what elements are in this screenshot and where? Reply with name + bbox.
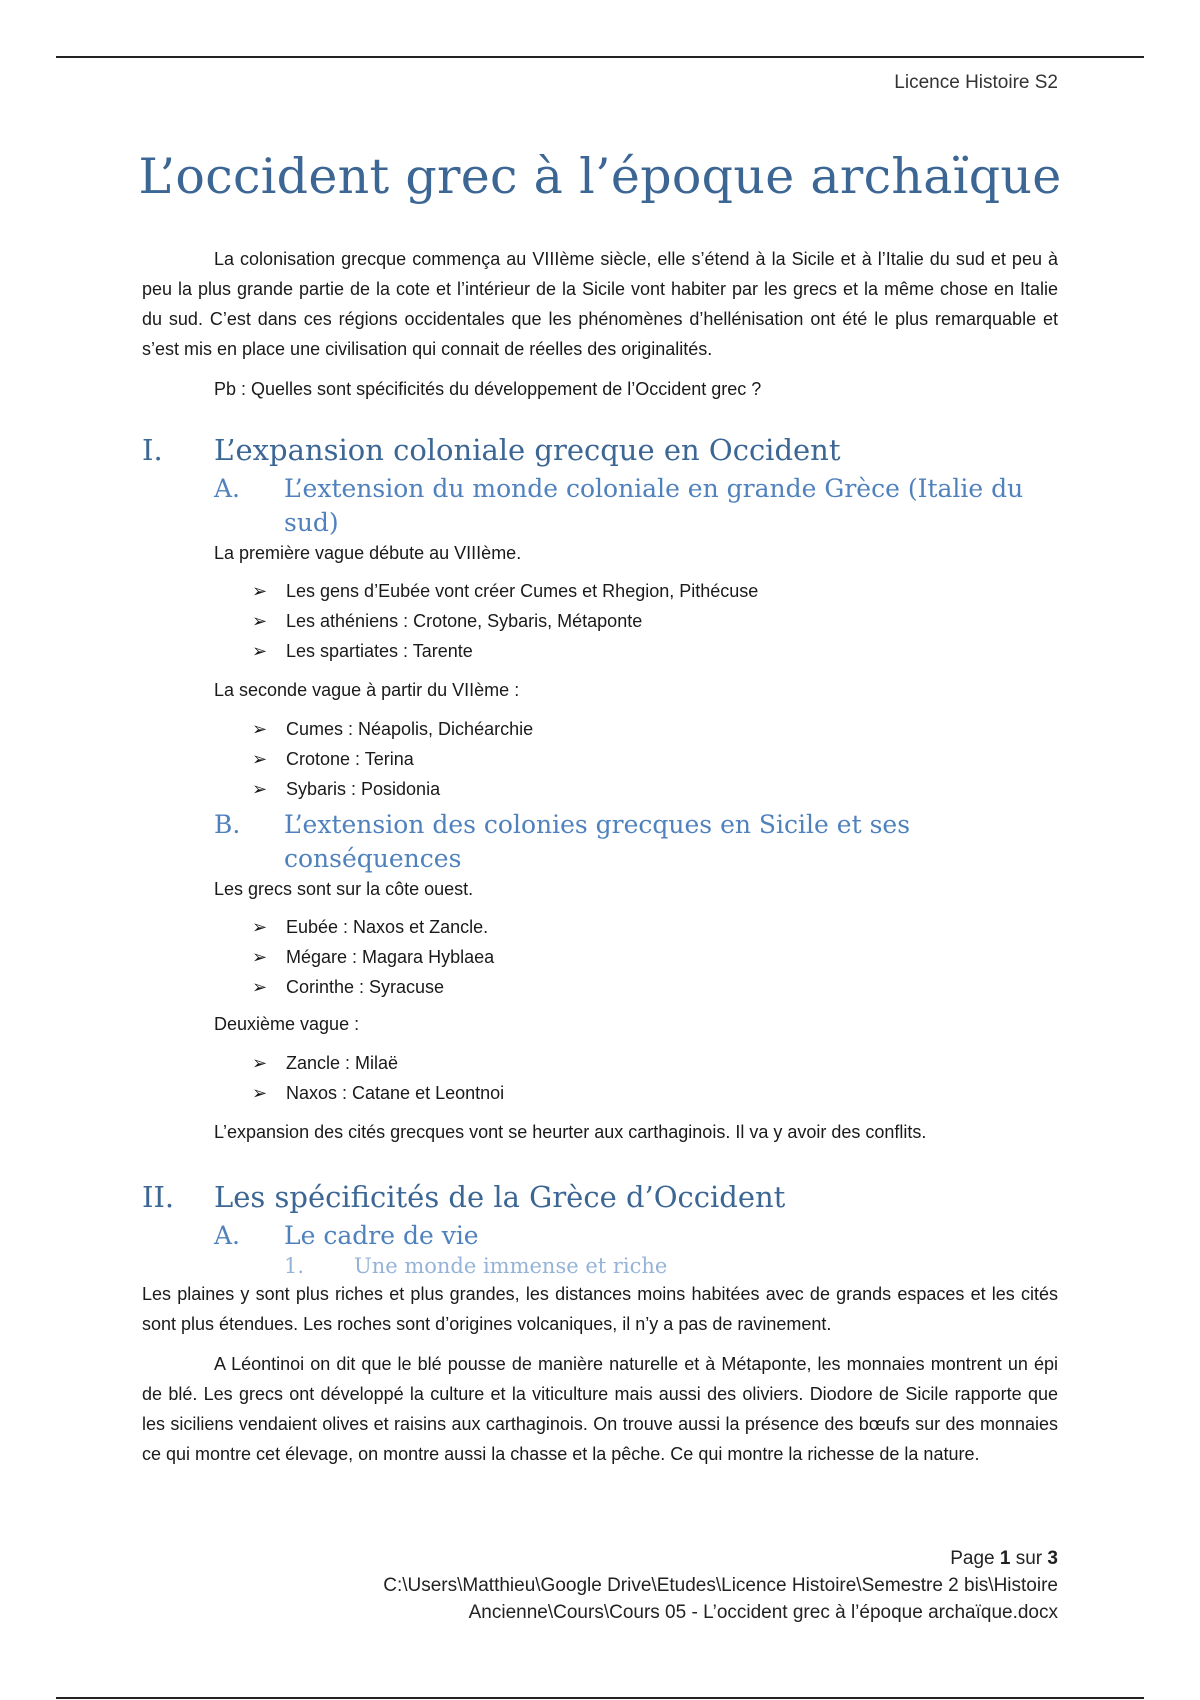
- subsection-title: L’extension du monde coloniale en grande Grèce (Italie du sud): [284, 474, 1024, 537]
- arrow-bullet-icon: ➢: [252, 917, 268, 937]
- arrow-bullet-icon: ➢: [252, 611, 268, 631]
- arrow-bullet-icon: ➢: [252, 719, 268, 739]
- list-item: ➢ Mégare : Magara Hyblaea: [142, 942, 1058, 972]
- document-body: [142, 244, 1058, 1469]
- section-1-heading: [142, 430, 1058, 470]
- arrow-bullet-icon: ➢: [252, 749, 268, 769]
- arrow-bullet-icon: ➢: [252, 1083, 268, 1103]
- list-item: ➢ Les gens d’Eubée vont créer Cumes et Rhegion, Pithécuse: [142, 576, 1058, 606]
- list-item: ➢ Eubée : Naxos et Zancle.: [142, 912, 1058, 942]
- paragraph: Deuxième vague :: [214, 1014, 360, 1034]
- arrow-bullet-icon: ➢: [252, 641, 268, 661]
- section-number: I.: [142, 433, 163, 467]
- footer-rule: [56, 1697, 1144, 1699]
- page-footer: [383, 1545, 1058, 1626]
- list-item: ➢ Corinthe : Syracuse: [142, 972, 1058, 1002]
- subsubsection-heading: [142, 1253, 1058, 1279]
- section-2-heading: [142, 1177, 1058, 1217]
- arrow-bullet-icon: ➢: [252, 947, 268, 967]
- list-item: ➢ Les athéniens : Crotone, Sybaris, Métaponte: [142, 606, 1058, 636]
- subsection-title: Le cadre de vie: [284, 1221, 479, 1250]
- subsection-number: A.: [214, 474, 241, 503]
- colony-list: [142, 1048, 1058, 1108]
- problematique: Pb : Quelles sont spécificités du développement de l’Occident grec ?: [214, 379, 762, 399]
- paragraph: Les plaines y sont plus riches et plus grandes, les distances moins habitées avec de grands espaces et les cités sont plus étendues. Les roches sont d’origines volcaniques, il n’y a pas de ravinement.: [142, 1284, 1058, 1334]
- list-item: ➢ Naxos : Catane et Leontnoi: [142, 1078, 1058, 1108]
- section-title: L’expansion coloniale grecque en Occident: [214, 433, 841, 467]
- file-path-line: C:\Users\Matthieu\Google Drive\Etudes\Licence Histoire\Semestre 2 bis\Histoire: [383, 1575, 1058, 1596]
- arrow-bullet-icon: ➢: [252, 977, 268, 997]
- paragraph: A Léontinoi on dit que le blé pousse de manière naturelle et à Métaponte, les monnaies montrent un épi de blé. Les grecs ont développé la culture et la viticulture mais aussi des oliviers. Diodore de Sicile rapporte que les siciliens vendaient olives et raisins aux carthaginois. On trouve aussi la présence des bœufs sur des monnaies ce qui montre cet élevage, on montre aussi la chasse et la pêche. Ce qui montre la richesse de la nature.: [142, 1354, 1058, 1464]
- paragraph: La première vague débute au VIIIème.: [214, 543, 522, 563]
- subsubsection-title: Une monde immense et riche: [354, 1254, 668, 1278]
- colony-list: [142, 576, 1058, 666]
- subsection-1b-heading: [142, 808, 1058, 876]
- arrow-bullet-icon: ➢: [252, 779, 268, 799]
- list-item: ➢ Cumes : Néapolis, Dichéarchie: [142, 714, 1058, 744]
- list-item: ➢ Zancle : Milaë: [142, 1048, 1058, 1078]
- subsection-number: A.: [214, 1221, 241, 1250]
- file-path-line: Ancienne\Cours\Cours 05 - L’occident grec à l’époque archaïque.docx: [468, 1602, 1058, 1623]
- document-title: L’occident grec à l’époque archaïque: [138, 148, 1062, 205]
- subsection-title: L’extension des colonies grecques en Sicile et ses conséquences: [284, 810, 911, 873]
- section-number: II.: [142, 1180, 175, 1214]
- subsection-1a-heading: [142, 472, 1058, 540]
- list-item: ➢ Les spartiates : Tarente: [142, 636, 1058, 666]
- subsection-number: B.: [214, 810, 241, 839]
- arrow-bullet-icon: ➢: [252, 581, 268, 601]
- list-item: ➢ Sybaris : Posidonia: [142, 774, 1058, 804]
- paragraph: La seconde vague à partir du VIIème :: [214, 680, 520, 700]
- intro-paragraph: La colonisation grecque commença au VIIIème siècle, elle s’étend à la Sicile et à l’Italie du sud et peu à peu la plus grande partie de la cote et l’intérieur de la Sicile vont habiter par les grecs et la même chose en Italie du sud. C’est dans ces régions occidentales que les phénomènes d’hellénisation ont été le plus remarquable et s’est mis en place une civilisation qui connait de réelles des originalités.: [142, 249, 1058, 359]
- list-item: ➢ Crotone : Terina: [142, 744, 1058, 774]
- subsubsection-number: 1.: [284, 1254, 305, 1278]
- running-header: Licence Histoire S2: [894, 72, 1058, 93]
- subsection-2a-heading: [142, 1219, 1058, 1253]
- header-rule: [56, 56, 1144, 58]
- paragraph: L’expansion des cités grecques vont se heurter aux carthaginois. Il va y avoir des conflits.: [214, 1122, 927, 1142]
- page-number: Page 1 sur 3: [950, 1548, 1058, 1569]
- colony-list: [142, 912, 1058, 1002]
- arrow-bullet-icon: ➢: [252, 1053, 268, 1073]
- paragraph: Les grecs sont sur la côte ouest.: [214, 879, 474, 899]
- colony-list: [142, 714, 1058, 804]
- section-title: Les spécificités de la Grèce d’Occident: [214, 1180, 786, 1214]
